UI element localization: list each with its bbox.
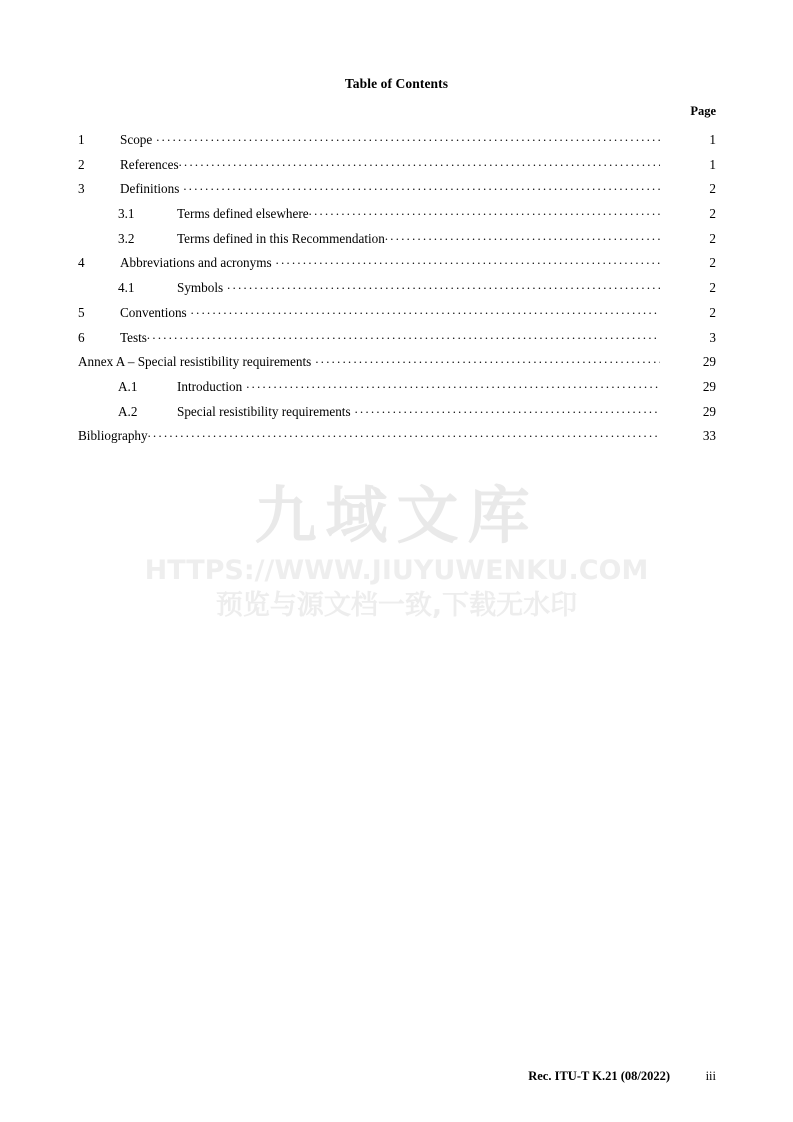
toc-dot-leader [227,276,660,298]
toc-entry-number: 4 [78,255,85,271]
toc-entry-page: 29 [702,354,716,370]
toc-entry-label: Introduction [177,378,243,394]
footer-recommendation: Rec. ITU-T K.21 (08/2022) [528,1069,670,1083]
toc-entry-number: 6 [78,329,85,345]
toc-dot-leader [315,350,660,372]
toc-dot-leader [246,375,660,397]
watermark [0,478,793,624]
toc-entry-number: 3.1 [118,206,135,222]
toc-dot-leader [309,202,660,224]
toc-entry-label: Terms defined elsewhere [177,206,309,222]
toc-entry-page: 1 [709,132,716,147]
toc-row[interactable] [78,227,716,252]
watermark-url: HTTPS://WWW.JIUYUWENKU.COM [144,555,649,586]
toc-entry-number: 3 [78,181,85,197]
toc-dot-leader [191,301,660,323]
toc-entry-page: 2 [709,206,716,222]
toc-entry-label: Terms defined in this Recommendation [177,230,385,246]
toc-entry-label: Definitions [120,181,180,197]
toc-entry [78,424,660,449]
footer-folio: iii [705,1069,716,1083]
toc-row[interactable] [78,202,716,227]
toc-row[interactable] [78,424,716,449]
toc-row[interactable] [78,251,716,276]
toc-entry-label: Special resistibility requirements [177,403,351,419]
toc-dot-leader [385,227,660,249]
toc-entry [78,350,660,375]
toc-dot-leader [179,153,660,175]
toc-entry-label: Tests [120,329,147,345]
toc-entry-number: A.2 [118,403,138,419]
toc-entry-page: 29 [702,403,716,419]
toc-entry [120,251,660,276]
toc-entry [120,301,660,326]
toc-row[interactable] [78,301,716,326]
toc-entry [120,128,660,153]
toc-entry-label: Conventions [120,304,187,320]
toc-row[interactable] [78,153,716,178]
toc-entry-label: Symbols [177,280,224,296]
toc-entry-number: A.1 [118,378,138,394]
toc-entry-number: 4.1 [118,280,135,296]
toc-entry [120,153,660,178]
toc-entry-page: 2 [709,230,716,246]
toc-entry-label: Abbreviations and acronyms [120,255,272,271]
toc-entry-page: 2 [709,304,716,320]
toc-entry-page: 2 [709,255,716,271]
toc-entry-page: 33 [702,428,716,444]
toc-entry-page: 29 [702,378,716,394]
page-footer [0,1069,716,1084]
toc-row[interactable] [78,375,716,400]
toc-dot-leader [183,177,660,199]
toc-dot-leader [147,326,660,348]
toc-entry-page: 2 [709,181,716,197]
watermark-logo: 九域文库 [254,479,539,552]
toc-dot-leader [355,400,660,422]
toc-entry-number: 2 [78,156,85,172]
toc-dot-leader [276,251,660,273]
toc-entry [120,326,660,351]
toc-entry [177,400,660,425]
toc-dot-leader [156,128,660,150]
page-title: Table of Contents [344,76,449,91]
toc-dot-leader [148,424,660,446]
toc-row[interactable] [78,326,716,351]
toc-entry-label: References [120,156,179,172]
toc-entry [177,276,660,301]
toc-entry-page: 1 [709,156,716,172]
toc-entry-label: Scope [120,132,153,147]
toc-row[interactable] [78,400,716,425]
toc-row[interactable] [78,177,716,202]
watermark-tagline: 预览与源文档一致,下载无水印 [215,590,578,621]
toc-entry-label: Annex A – Special resistibility requirements [78,354,312,370]
toc-entry [120,177,660,202]
table-of-contents [78,128,716,449]
toc-entry-number: 1 [78,132,85,147]
toc-entry [177,227,660,252]
toc-entry-label: Bibliography [78,428,148,444]
toc-row[interactable] [78,128,716,153]
toc-entry-page: 2 [709,280,716,296]
toc-row[interactable] [78,350,716,375]
page-column-header: Page [690,104,716,118]
toc-entry [177,202,660,227]
toc-row[interactable] [78,276,716,301]
toc-entry-number: 5 [78,304,85,320]
toc-entry-page: 3 [709,329,716,345]
toc-entry-number: 3.2 [118,230,135,246]
toc-entry [177,375,660,400]
